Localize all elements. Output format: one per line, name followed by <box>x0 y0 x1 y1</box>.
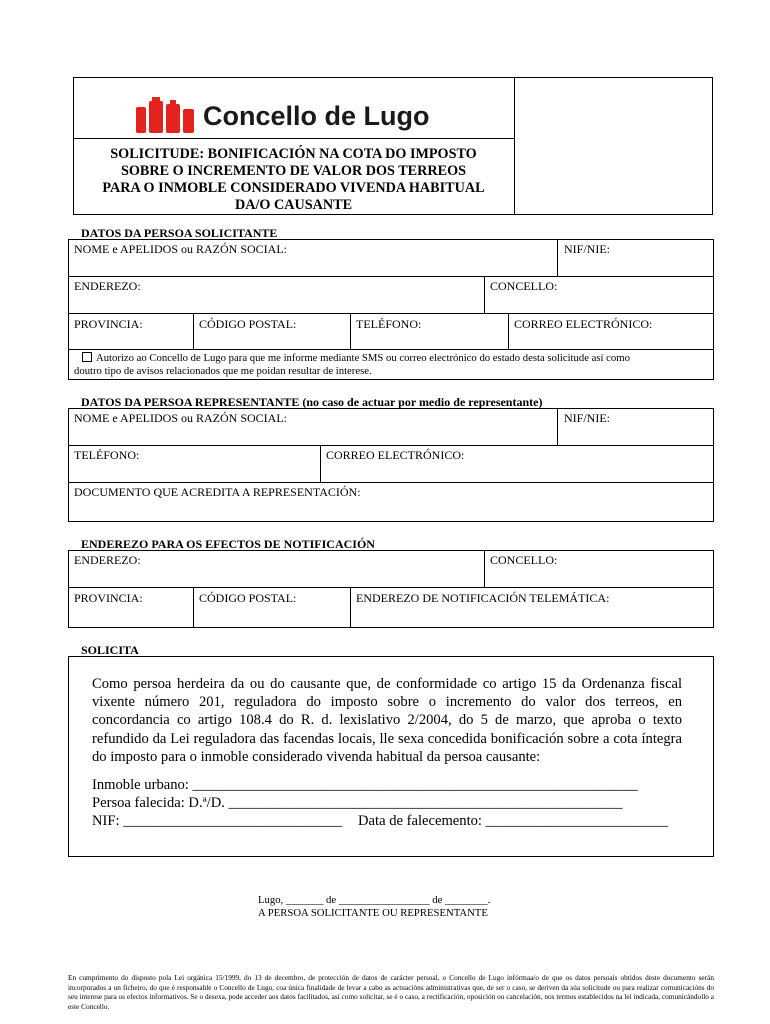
data-falecemento-field[interactable]: Data de falecemento: _________________________ <box>358 813 669 829</box>
header-divider <box>514 77 515 215</box>
row-divider <box>68 313 714 314</box>
solicitante-codigo-postal-field[interactable]: CÓDIGO POSTAL: <box>199 317 297 331</box>
col-divider <box>193 313 194 349</box>
representante-documento-field[interactable]: DOCUMENTO QUE ACREDITA A REPRESENTACIÓN: <box>74 485 361 499</box>
col-divider <box>508 313 509 349</box>
notificacion-provincia-field[interactable]: PROVINCIA: <box>74 591 143 605</box>
notificacion-concello-field[interactable]: CONCELLO: <box>490 553 558 567</box>
col-divider <box>350 587 351 628</box>
representante-telefono-field[interactable]: TELÉFONO: <box>74 448 140 462</box>
row-divider <box>68 349 714 350</box>
solicita-paragraph: Como persoa herdeira da ou do causante que, de conformidade co artigo 15 da Ordenanza fiscal vixente número 201, reguladora do imposto sobre o incremento do valor dos terreos, en concordancia co artigo 108.4 do R. d. lexislativo 2/2004, do 5 de marzo, que aproba o texto refundido da Lei reguladora das facendas locais, lle sexa concedida bonificación sobre a cota íntegra do imposto para o inmoble considerado vivenda habitual da persoa causante: <box>92 676 682 765</box>
row-divider <box>68 482 714 483</box>
col-divider <box>484 276 485 313</box>
autorizo-text-continued: doutro tipo de avisos relacionados que me poidan resultar de interese. <box>74 365 372 377</box>
notificacion-box <box>68 550 714 628</box>
autorizo-text: Autorizo ao Concello de Lugo para que me informe mediante SMS ou correo electrónico do estado desta solicitude así como <box>96 352 630 364</box>
col-divider <box>557 408 558 445</box>
section-heading-solicitante: DATOS DA PERSOA SOLICITANTE <box>81 226 278 240</box>
header-title-divider <box>73 138 514 139</box>
row-divider <box>68 445 714 446</box>
signature-role: A PERSOA SOLICITANTE OU REPRESENTANTE <box>258 907 488 919</box>
notificacion-codigo-postal-field[interactable]: CÓDIGO POSTAL: <box>199 591 297 605</box>
section-heading-solicita: SOLICITA <box>81 643 139 657</box>
inmoble-urbano-field[interactable]: Inmoble urbano: _____________________________________________________________ <box>92 777 638 793</box>
solicitante-nome-field[interactable]: NOME e APELIDOS ou RAZÓN SOCIAL: <box>74 242 287 256</box>
autorizo-checkbox[interactable] <box>82 352 92 362</box>
representante-nome-field[interactable]: NOME e APELIDOS ou RAZÓN SOCIAL: <box>74 411 287 425</box>
section-heading-notificacion: ENDEREZO PARA OS EFECTOS DE NOTIFICACIÓN <box>81 537 375 551</box>
col-divider <box>320 445 321 482</box>
notificacion-telematica-field[interactable]: ENDEREZO DE NOTIFICACIÓN TELEMÁTICA: <box>356 591 610 605</box>
form-title <box>73 146 514 214</box>
solicitante-enderezo-field[interactable]: ENDEREZO: <box>74 279 141 293</box>
representante-correo-field[interactable]: CORREO ELECTRÓNICO: <box>326 448 465 462</box>
title-line: SOBRE O INCREMENTO DE VALOR DOS TERREOS <box>120 163 467 179</box>
col-divider <box>484 550 485 587</box>
autorizo-row <box>74 352 708 378</box>
title-line: SOLICITUDE: BONIFICACIÓN NA COTA DO IMPOSTO <box>110 146 477 162</box>
signature-place-date[interactable]: Lugo, _______ de _________________ de ________. <box>258 894 491 906</box>
representante-nif-field[interactable]: NIF/NIE: <box>564 411 610 425</box>
row-divider <box>68 276 714 277</box>
section-heading-representante: DATOS DA PERSOA REPRESENTANTE (no caso de actuar por medio de representante) <box>81 395 543 409</box>
data-protection-notice: En cumprimento do disposto pola Lei orgánica 15/1999, do 13 de decembro, de protección de datos de carácter persoal, o Concello de Lugo infórmaa/o de que os datos persoais obtidos deste documento serán incorporados a un ficheiro, do que é responsable o Concello de Lugo, coa única finalidade de levar a cabo as actuacións administrativas que, de ser o caso, se deriven da súa solicitude ou para realizar comunicacións do seu interese para os efectos informativos. Se o desexa, pode acceder aos datos facilitados, así como solicitar, se é o caso, a rectificación, oposición ou cancelación, nos termos establecidos na lei indicada, comunicándollo a este Concello. <box>68 973 714 1011</box>
solicitante-concello-field[interactable]: CONCELLO: <box>490 279 558 293</box>
nif-causante-field[interactable]: NIF: ______________________________ <box>92 813 343 829</box>
solicitante-correo-field[interactable]: CORREO ELECTRÓNICO: <box>514 317 653 331</box>
col-divider <box>193 587 194 628</box>
logo-text: Concello de Lugo <box>203 101 430 131</box>
title-line: DA/O CAUSANTE <box>234 197 353 213</box>
solicitante-nif-field[interactable]: NIF/NIE: <box>564 242 610 256</box>
solicitante-telefono-field[interactable]: TELÉFONO: <box>356 317 422 331</box>
title-line: PARA O INMOBLE CONSIDERADO VIVENDA HABITUAL <box>102 180 485 196</box>
col-divider <box>350 313 351 349</box>
solicitante-provincia-field[interactable]: PROVINCIA: <box>74 317 143 331</box>
row-divider <box>68 587 714 588</box>
col-divider <box>557 239 558 276</box>
concello-logo-icon <box>134 97 198 135</box>
notificacion-enderezo-field[interactable]: ENDEREZO: <box>74 553 141 567</box>
persoa-falecida-field[interactable]: Persoa falecida: D.ª/D. ______________________________________________________ <box>92 795 623 811</box>
